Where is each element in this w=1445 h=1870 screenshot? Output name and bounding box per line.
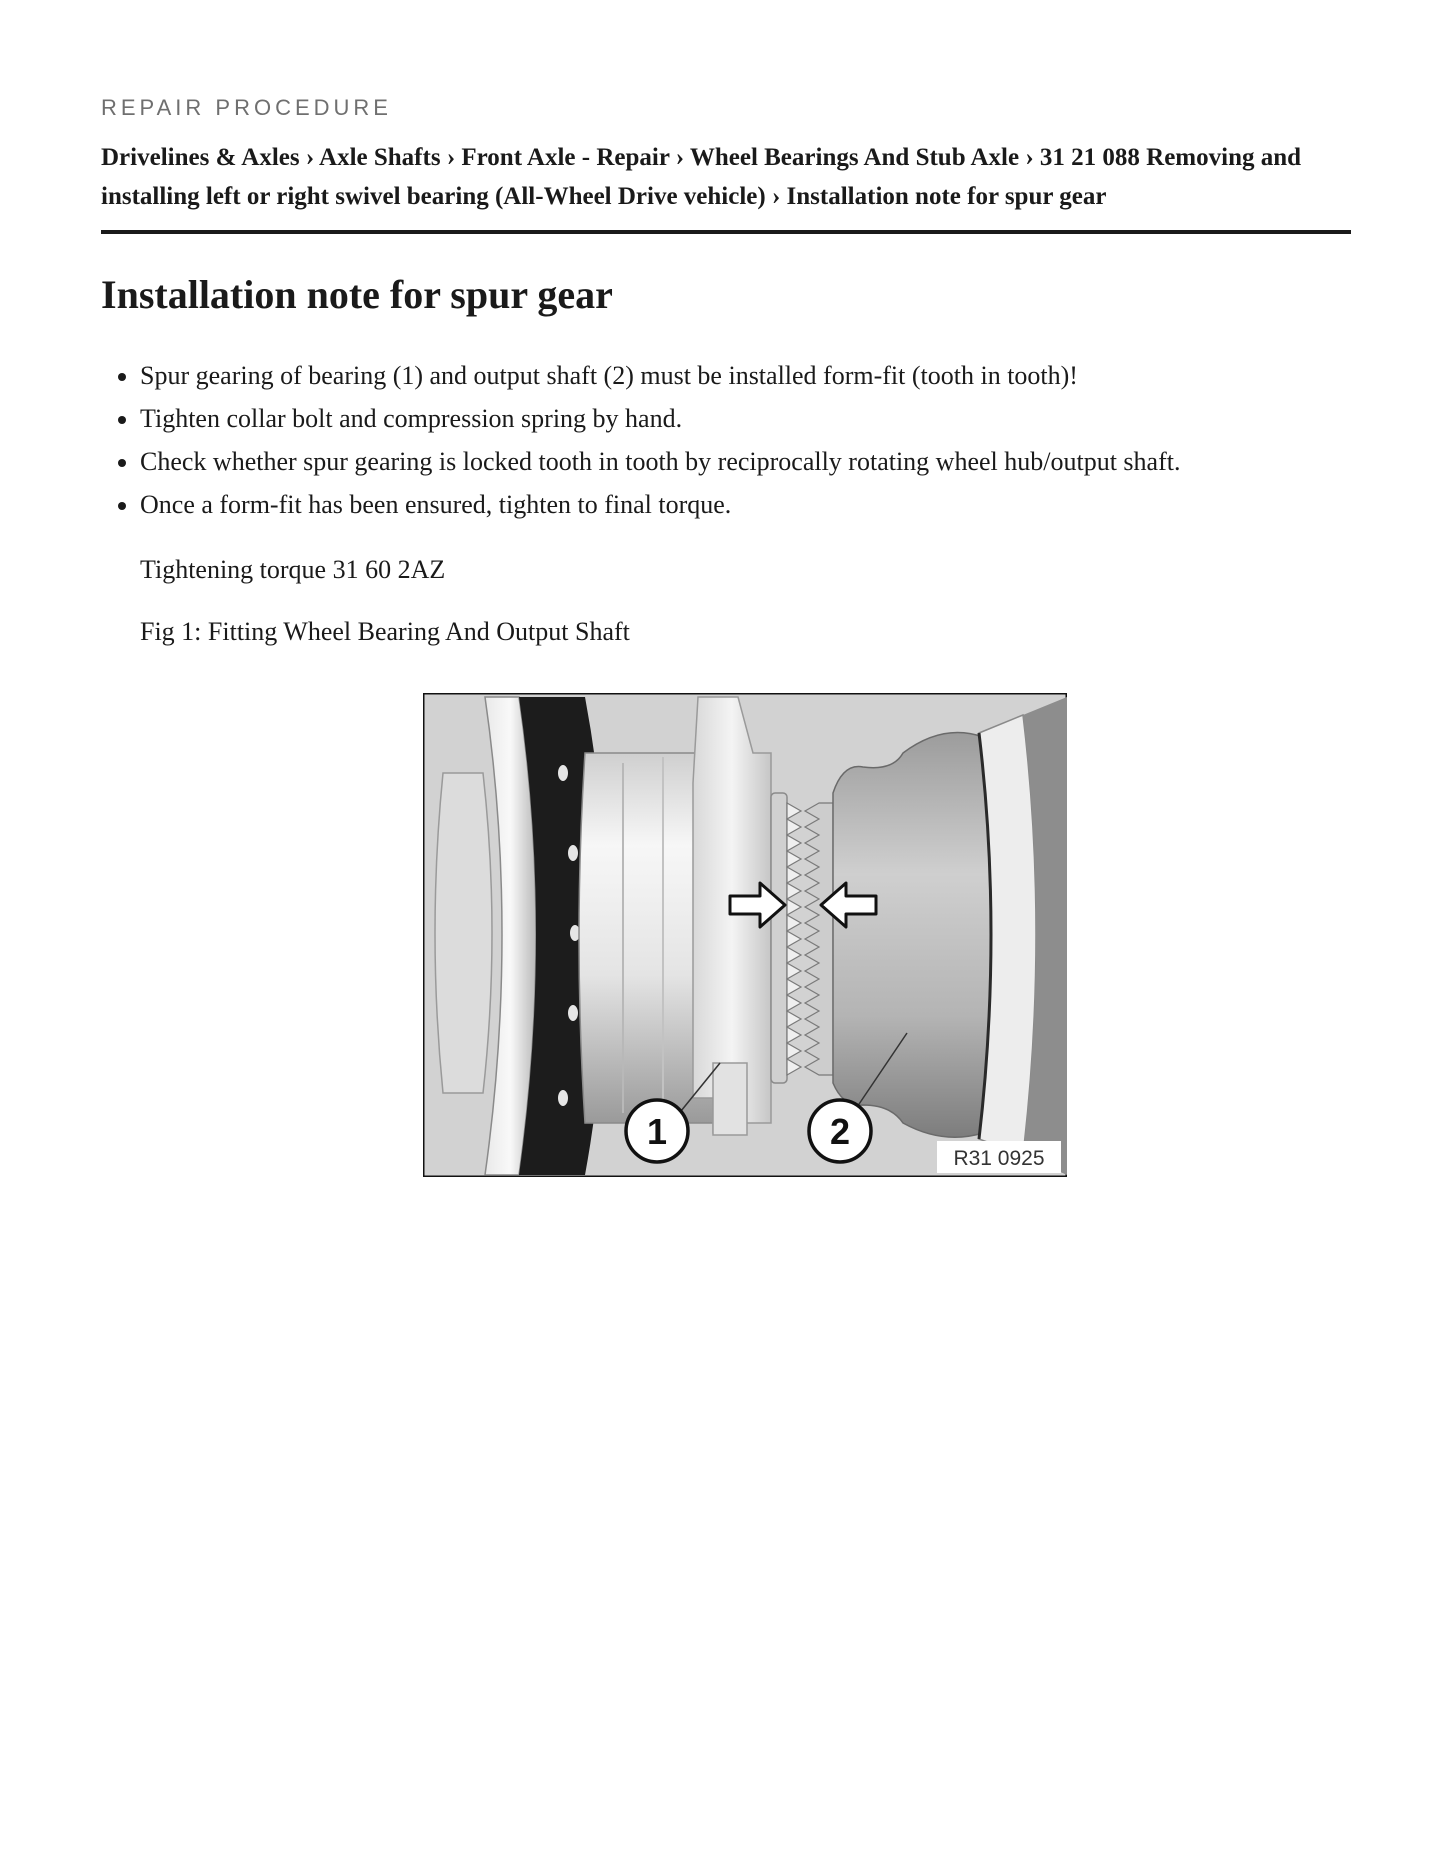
- collar: [771, 793, 787, 1083]
- hub-cap: [435, 773, 492, 1093]
- section-kicker: REPAIR PROCEDURE: [101, 95, 392, 120]
- callout-1: [626, 1100, 688, 1162]
- breadcrumb: Drivelines & Axles › Axle Shafts › Front Axle - Repair › Wheel Bearings And Stub Axle › 31 21 088 Removing and installing left or right swivel bearing (All-Wheel Drive vehicle) › Installation note for spur gear: [101, 138, 1351, 234]
- document-page: [101, 92, 1351, 1170]
- step-item: • Once a form-fit has been ensured, tighten to final torque.: [140, 483, 1351, 526]
- figure-wheel-bearing-output-shaft: [423, 693, 1067, 1177]
- figure-caption: Fig 1: Fitting Wheel Bearing And Output Shaft: [140, 617, 630, 646]
- procedure-steps: [101, 354, 1351, 526]
- bolt-hole: [558, 765, 568, 781]
- page-title: Installation note for spur gear: [101, 272, 613, 317]
- callout-2-label: 2: [829, 1111, 851, 1152]
- spur-gearing-bearing: [787, 803, 801, 1075]
- bolt-hole: [568, 845, 578, 861]
- step-item: • Spur gearing of bearing (1) and output shaft (2) must be installed form-fit (tooth in tooth)!: [140, 354, 1351, 397]
- step-item: • Tighten collar bolt and compression spring by hand.: [140, 397, 1351, 440]
- spur-gearing-shaft: [805, 803, 833, 1075]
- reference-code: R31 0925: [953, 1147, 1045, 1170]
- callout-1-label: 1: [646, 1111, 668, 1152]
- torque-note: Tightening torque 31 60 2AZ: [140, 555, 446, 584]
- step-item: • Check whether spur gearing is locked tooth in tooth by reciprocally rotating wheel hub/output shaft.: [140, 440, 1351, 483]
- bolt-hole: [558, 1090, 568, 1106]
- callout-2: [809, 1100, 871, 1162]
- figure-illustration: [423, 693, 1067, 1177]
- bolt-hole: [568, 1005, 578, 1021]
